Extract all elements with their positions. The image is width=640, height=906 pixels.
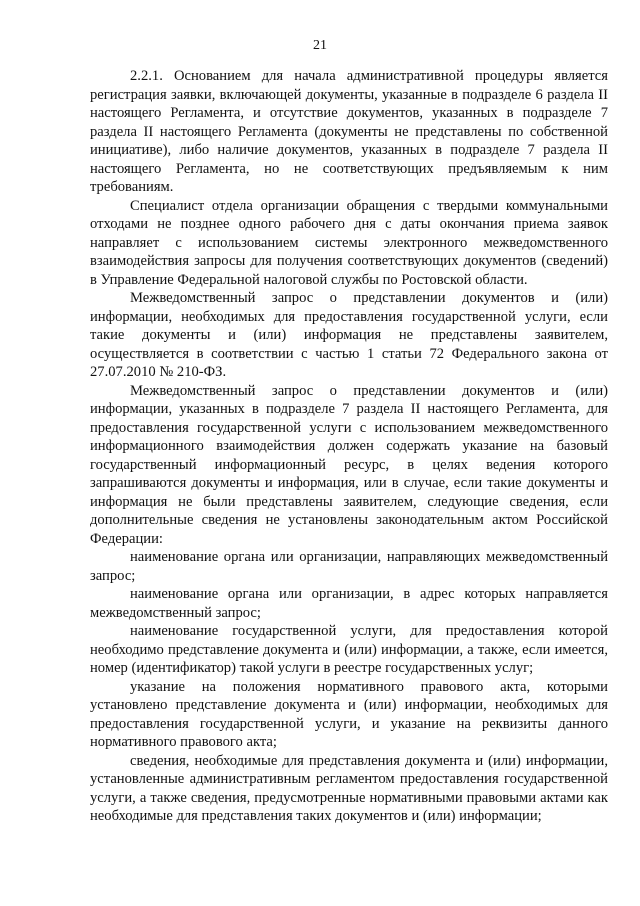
paragraph-request-content: Межведомственный запрос о представлении документов и (или) информации, указанных в подразделе 7 раздела II настоящего Регламента, для предоставления государственной услуги с использованием межведомственного информационного взаимодействия должен содержать указание на базовый государственный информационный ресурс, в целях ведения которого запрашиваются документы и информация, или в случае, если такие документы и информация не были представлены заявителем, следующие сведения, если дополнительные сведения не установлены законодательным актом Российской Федерации: [90, 382, 608, 547]
list-item-service-name: наименование государственной услуги, для предоставления которой необходимо представление документа и (или) информации, а также, если имеется, номер (идентификатор) такой услуги в реестре государственных услуг; [90, 623, 608, 676]
list-item-required-info: сведения, необходимые для представления документа и (или) информации, установленные административным регламентом предоставления государственной услуги, а также сведения, предусмотренные нормативными правовыми актами как необходимые для представления таких документов и (или) информации; [90, 752, 608, 824]
document-body [90, 67, 608, 826]
paragraph-interagency-request: Межведомственный запрос о представлении документов и (или) информации, необходимых для предоставления государственной услуги, если такие документы и (или) информация не представлены заявителем, осуществляется в соответствии с частью 1 статьи 72 Федерального закона от 27.07.2010 № 210-ФЗ. [90, 290, 608, 380]
list-item-legal-act: указание на положения нормативного правового акта, которыми установлено представление документа и (или) информации, необходимых для предоставления государственной услуги, и указание на реквизиты данного нормативного правового акта; [90, 678, 608, 750]
paragraph-specialist: Специалист отдела организации обращения с твердыми коммунальными отходами не позднее одного рабочего дня с даты окончания приема заявок направляет с использованием системы электронного межведомственного взаимодействия запросы для получения соответствующих документов (сведений) в Управление Федеральной налоговой службы по Ростовской области. [90, 197, 608, 288]
list-item-requesting-body: наименование органа или организации, направляющих межведомственный запрос; [90, 549, 608, 584]
page-number: 21 [313, 38, 327, 53]
paragraph-basis: 2.2.1. Основанием для начала административной процедуры является регистрация заявки, включающей документы, указанные в подразделе 6 раздела II настоящего Регламента, и отсутствие документов, указанных в подразделе 7 раздела II настоящего Регламента (документы не представлены по собственной инициативе), либо наличие документов, указанных в подразделе 7 раздела II настоящего Регламента, но не соответствующих предъявляемым к ним требованиям. [90, 68, 608, 195]
list-item-addressee-body: наименование органа или организации, в адрес которых направляется межведомственный запрос; [90, 586, 608, 621]
